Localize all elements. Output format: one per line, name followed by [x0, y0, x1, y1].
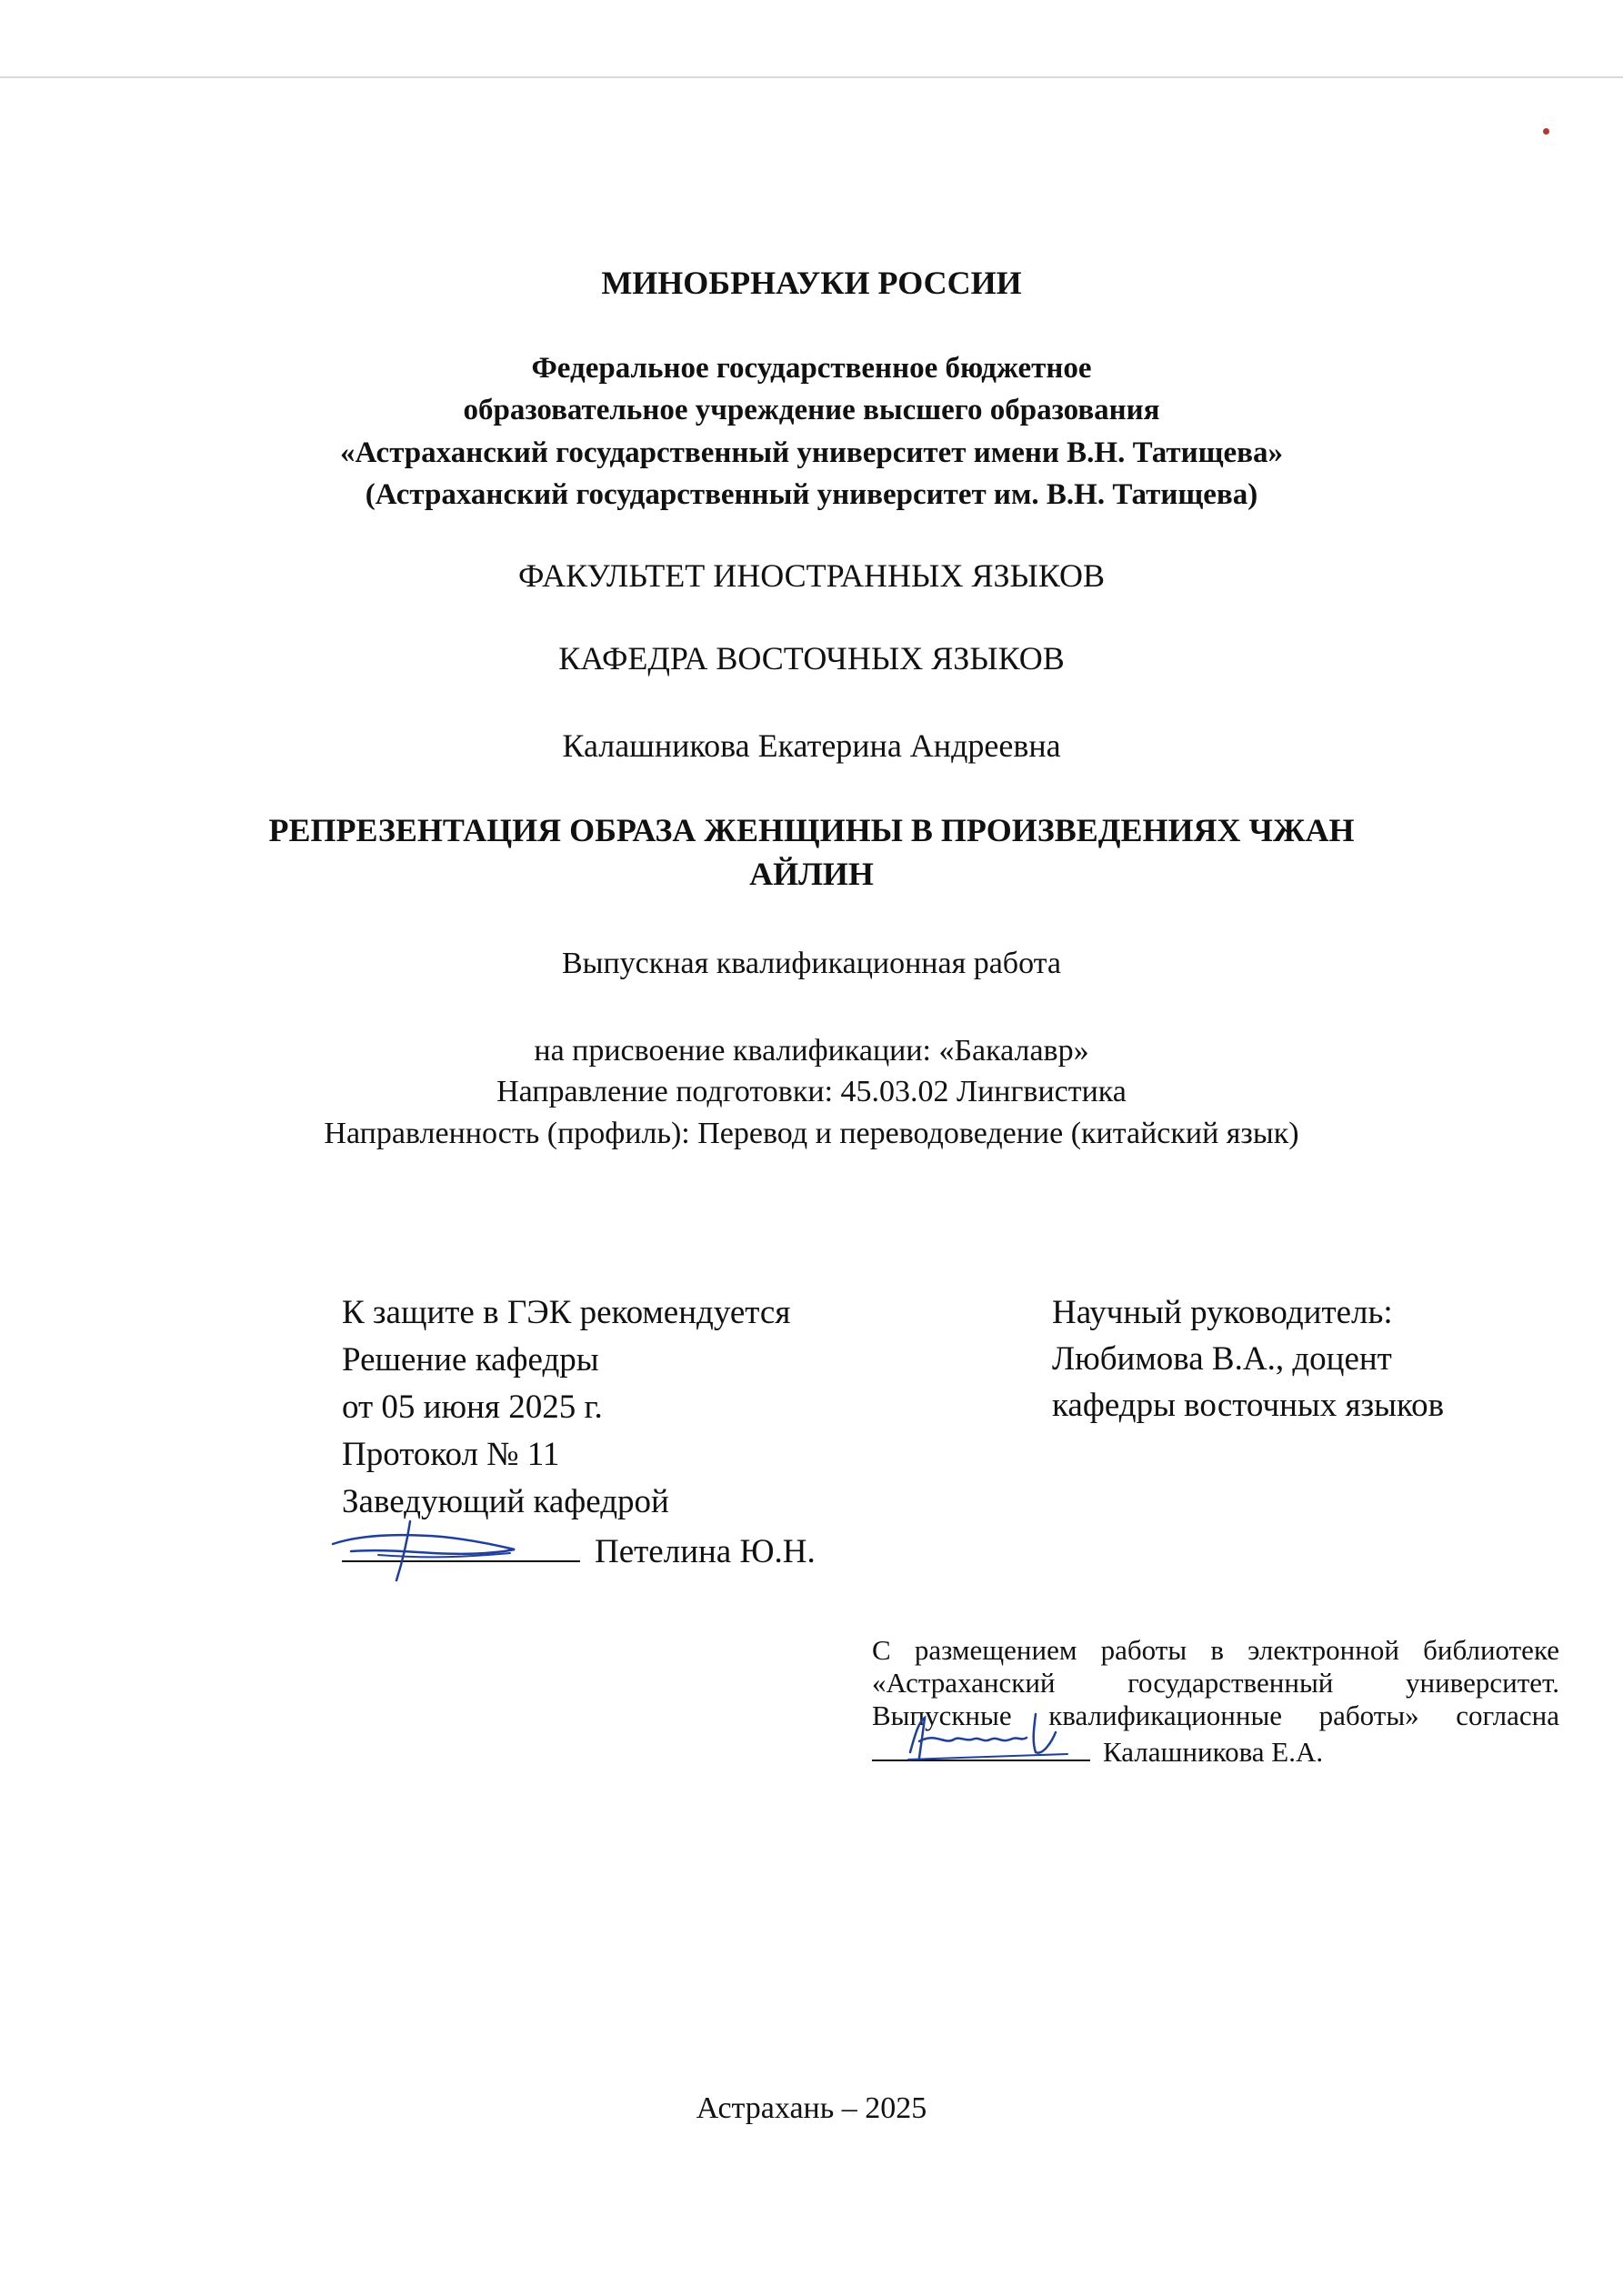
thesis-title-line-1: РЕПРЕЗЕНТАЦИЯ ОБРАЗА ЖЕНЩИНЫ В ПРОИЗВЕДЕНИЯХ ЧЖАН	[268, 812, 1355, 848]
defense-line-4: Протокол № 11	[342, 1436, 560, 1473]
defense-line-2: Решение кафедры	[342, 1341, 599, 1379]
city-year-footer: Астрахань – 2025	[696, 2091, 927, 2125]
scan-speck	[1543, 128, 1549, 135]
consent-signer-name: Калашникова Е.А.	[1103, 1736, 1324, 1768]
qualification-line-1: на присвоение квалификации: «Бакалавр»	[534, 1034, 1089, 1068]
defense-line-5: Заведующий кафедрой	[342, 1483, 669, 1520]
department-name: КАФЕДРА ВОСТОЧНЫХ ЯЗЫКОВ	[558, 640, 1065, 677]
qualification-line-2: Направление подготовки: 45.03.02 Лингвистика	[496, 1075, 1127, 1108]
defense-recommendation-block	[342, 1289, 906, 1576]
supervisor-block	[1052, 1289, 1598, 1429]
institution-line-4: (Астраханский государственный университет им. В.Н. Татищева)	[365, 478, 1258, 511]
thesis-title-line-2: АЙЛИН	[749, 856, 874, 892]
defense-line-3: от 05 июня 2025 г.	[342, 1389, 603, 1426]
work-type: Выпускная квалификационная работа	[561, 947, 1062, 980]
supervisor-line-1: Научный руководитель:	[1052, 1294, 1393, 1331]
institution-line-1: Федеральное государственное бюджетное	[531, 352, 1092, 385]
defense-line-1: К защите в ГЭК рекомендуется	[342, 1294, 791, 1331]
institution-line-3: «Астраханский государственный университет имени В.Н. Татищева»	[340, 436, 1283, 469]
consent-line-2: «Астраханский государственный университет.	[872, 1667, 1559, 1699]
handwritten-signature-head	[324, 1508, 542, 1585]
head-signature-line	[342, 1526, 906, 1576]
consent-line-3: Выпускные квалификационные работы» согласна	[872, 1699, 1559, 1731]
supervisor-line-3: кафедры восточных языков	[1052, 1387, 1445, 1424]
supervisor-line-2: Любимова В.А., доцент	[1052, 1340, 1392, 1378]
institution-line-2: образовательное учреждение высшего образования	[463, 394, 1160, 426]
scan-edge-line	[0, 76, 1623, 78]
handwritten-signature-author	[899, 1705, 1081, 1767]
qualification-line-3: Направленность (профиль): Перевод и переводоведение (китайский язык)	[324, 1117, 1299, 1150]
ministry-heading: МИНОБРНАУКИ РОССИИ	[601, 265, 1022, 301]
author-signature-line	[872, 1732, 1559, 1769]
head-signer-name: Петелина Ю.Н.	[595, 1533, 816, 1570]
consent-line-1: С размещением работы в электронной библиотеке	[872, 1634, 1559, 1666]
author-name: Калашникова Екатерина Андреевна	[562, 727, 1061, 764]
faculty-name: ФАКУЛЬТЕТ ИНОСТРАННЫХ ЯЗЫКОВ	[517, 557, 1106, 594]
library-consent-block	[872, 1634, 1559, 1769]
